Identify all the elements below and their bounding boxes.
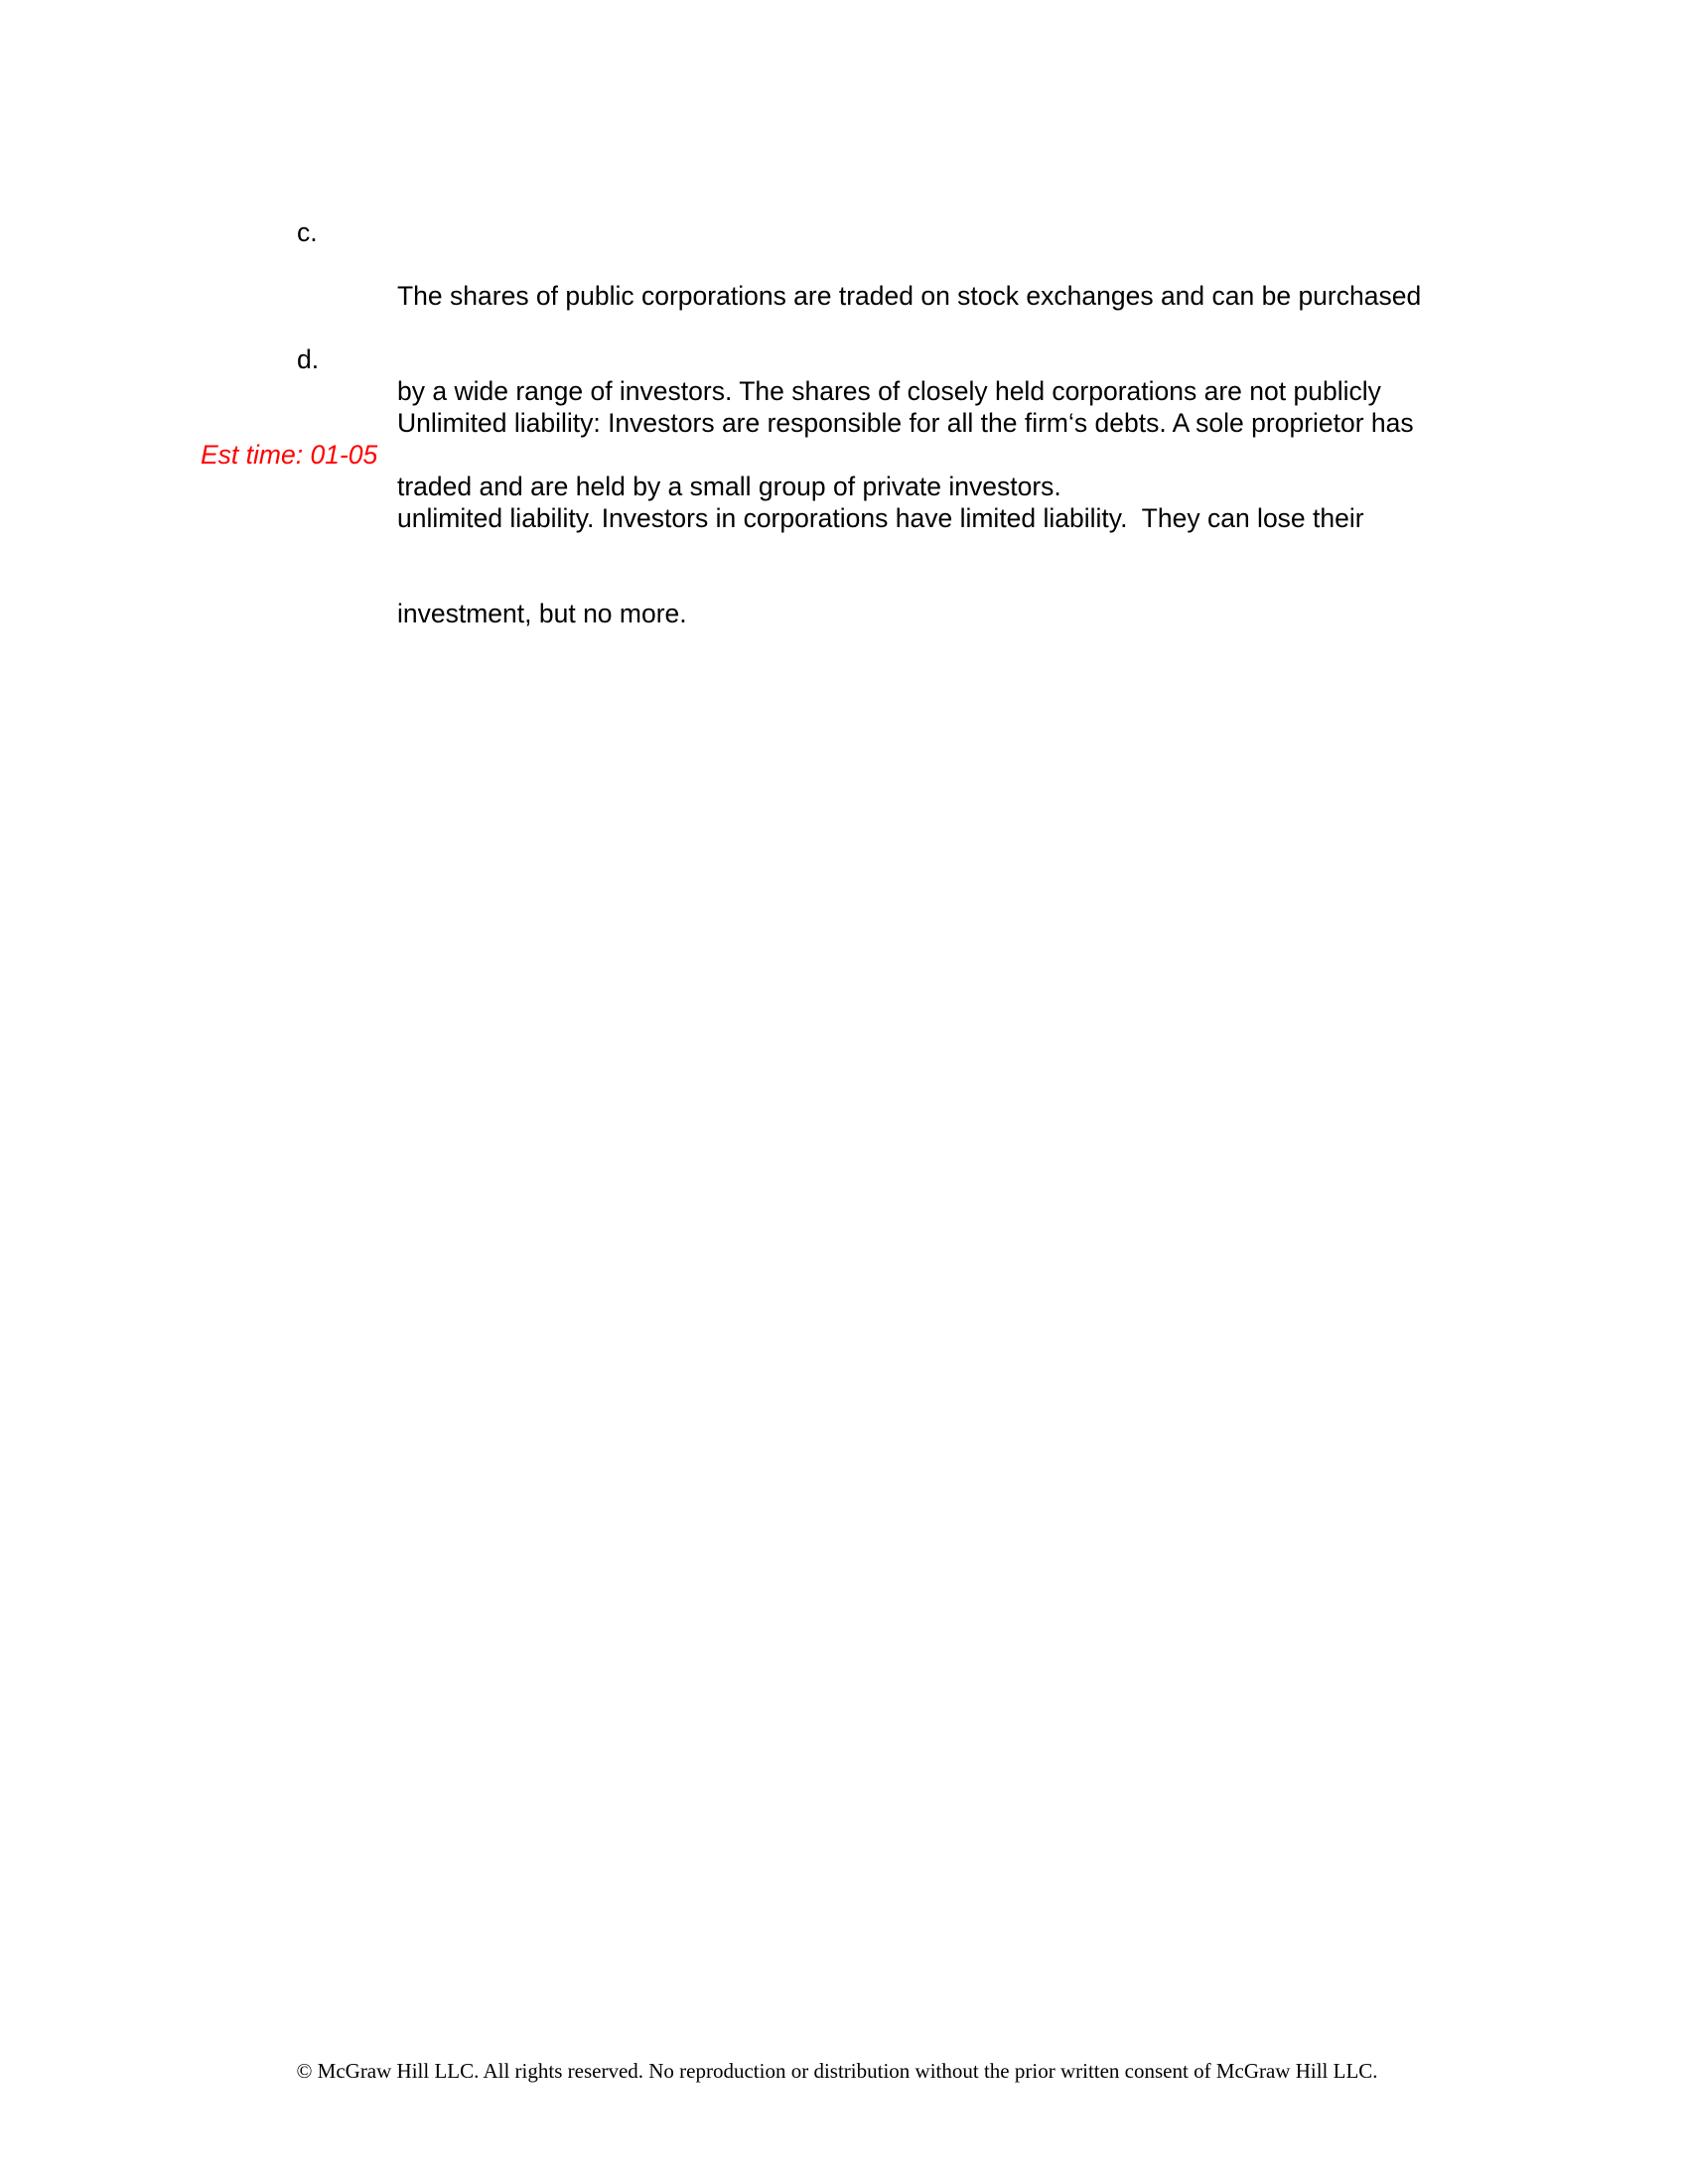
- copyright-text: © McGraw Hill LLC. All rights reserved. No reproduction or distribution without the prior written consent of McGraw Hill LLC.: [296, 2059, 1378, 2083]
- text-line: traded and are held by a small group of private investors.: [397, 472, 1061, 501]
- text-line: unlimited liability. Investors in corporations have limited liability. They can lose their: [397, 503, 1364, 533]
- item-label: c.: [297, 217, 318, 247]
- text-line: investment, but no more.: [397, 599, 687, 628]
- copyright-footer: [0, 2058, 1688, 2084]
- item-label: d.: [297, 344, 320, 374]
- text-line: The shares of public corporations are traded on stock exchanges and can be purchased: [397, 281, 1422, 311]
- item-text: [397, 343, 1489, 693]
- text-line: by a wide range of investors. The shares of closely held corporations are not publicly: [397, 376, 1381, 406]
- est-time-note: Est time: 01-05: [201, 440, 378, 470]
- text-line: Unlimited liability: Investors are responsible for all the firm‘s debts. A sole proprietor has: [397, 408, 1414, 438]
